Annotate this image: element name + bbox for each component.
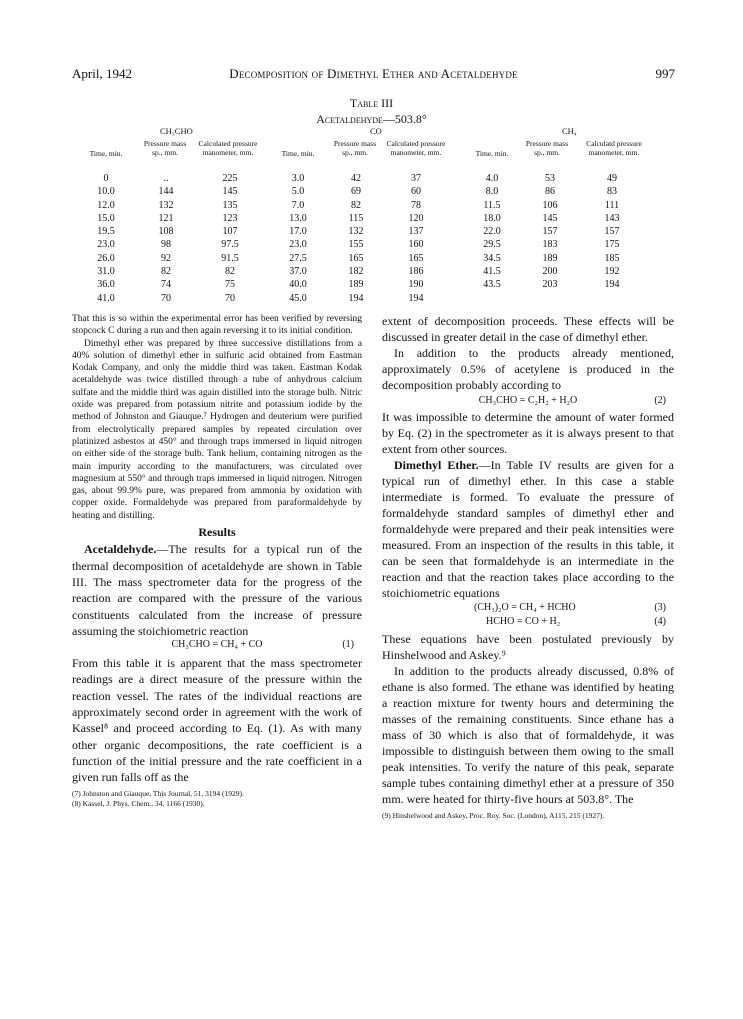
table-cell: 82 bbox=[225, 266, 235, 278]
group-label-co: CO bbox=[370, 126, 382, 136]
table-cell: 144 bbox=[158, 186, 174, 198]
table-cell: 37 bbox=[411, 173, 421, 184]
run-in-heading: Dimethyl Ether. bbox=[394, 458, 479, 472]
equation-number: (1) bbox=[342, 639, 354, 651]
paragraph: From this table it is apparent that the mass spectrometer readings are a direct measure of the pressure within the reaction vessel. The rates of the individual reactions are approximately second order in agreement with the work of Kassel⁸ and proceed according to Eq. (1). As with many other organic decompositions, the rate coefficient is a function of the initial pressure and the rate coefficient in a given run falls off as the bbox=[72, 656, 362, 785]
table-cell: 160 bbox=[408, 239, 424, 251]
table-cell: 186 bbox=[408, 266, 424, 278]
table-cell: 4.0 bbox=[485, 173, 499, 184]
table-cell: 183 bbox=[542, 239, 558, 251]
right-column bbox=[382, 313, 674, 821]
table-cell: 83 bbox=[607, 186, 617, 198]
table-cell: 74 bbox=[161, 279, 171, 291]
table-cell: 182 bbox=[348, 266, 364, 278]
table-cell: 145 bbox=[542, 212, 558, 224]
table-cell: 43.5 bbox=[483, 279, 501, 291]
table-cell: 106 bbox=[542, 199, 558, 211]
table-cell: 111 bbox=[604, 199, 620, 211]
header-date: April, 1942 bbox=[72, 66, 132, 81]
table-column bbox=[208, 172, 252, 305]
table-cell: 41.0 bbox=[97, 292, 115, 304]
equation-block bbox=[382, 601, 674, 631]
table-cell: 60 bbox=[411, 186, 421, 198]
table-cell: 7.0 bbox=[291, 199, 305, 211]
table-cell: 42 bbox=[351, 173, 361, 184]
equation-text: HCHO = CO + H₂ bbox=[486, 616, 561, 627]
equation-text: CH₃CHO = CH₄ + CO bbox=[171, 639, 263, 651]
table-cell: 165 bbox=[348, 252, 364, 264]
table-cell: 23.0 bbox=[289, 239, 307, 251]
table-cell: 189 bbox=[348, 279, 364, 291]
table-cell: 194 bbox=[408, 292, 424, 304]
group-label-ch3cho: CH₃CHO bbox=[160, 126, 193, 136]
table-cell: 70 bbox=[161, 292, 171, 304]
table-cell: 145 bbox=[222, 186, 238, 198]
paragraph: extent of decomposition proceeds. These effects will be discussed in greater detail in the case of dimethyl ether. bbox=[382, 314, 674, 344]
table-cell: 11.5 bbox=[483, 199, 501, 211]
col-header-calculated: Calculated pressure manometer, mm. bbox=[198, 139, 258, 157]
table-cell: 31.0 bbox=[97, 266, 115, 278]
col-header-time: Time, min. bbox=[89, 149, 123, 158]
header-title: Decomposition of Dimethyl Ether and Acetaldehyde bbox=[229, 66, 518, 81]
table-cell: 91.5 bbox=[221, 252, 239, 264]
table-cell: 115 bbox=[348, 212, 364, 224]
table-column bbox=[396, 172, 436, 305]
table-cell: 200 bbox=[542, 266, 558, 278]
table-cell: 82 bbox=[351, 199, 361, 211]
table-cell bbox=[592, 292, 632, 305]
paragraph: These equations have been postulated previously by Hinshelwood and Askey.⁹ bbox=[382, 632, 674, 662]
col-header-pressure: Pressure mass sp., mm. bbox=[525, 139, 569, 157]
table-cell: 92 bbox=[161, 252, 171, 264]
table-column bbox=[146, 172, 186, 305]
table-column bbox=[278, 172, 318, 305]
left-column bbox=[72, 313, 362, 809]
table-cell: 19.5 bbox=[97, 226, 115, 238]
table-column bbox=[592, 172, 632, 305]
footnote: (7) Johnston and Giauque, This Journal, 51, 3194 (1929). bbox=[72, 788, 244, 798]
table-cell: 108 bbox=[158, 226, 174, 238]
section-heading: Results bbox=[198, 525, 236, 540]
table-cell: 165 bbox=[408, 252, 424, 264]
table-cell bbox=[530, 292, 570, 305]
table-cell: 123 bbox=[222, 212, 238, 224]
table-cell: 132 bbox=[158, 199, 174, 211]
paragraph bbox=[382, 457, 674, 601]
table-cell: 15.0 bbox=[97, 212, 115, 224]
table-cell: 5.0 bbox=[291, 186, 305, 198]
group-label-ch4: CH₄ bbox=[562, 126, 577, 136]
table-cell: 17.0 bbox=[289, 226, 307, 238]
table-cell: 121 bbox=[158, 212, 174, 224]
table-cell: 53 bbox=[545, 173, 555, 184]
col-header-calculated: Calculatd pressure manometer, mm. bbox=[586, 139, 642, 157]
table-cell: 0 bbox=[103, 173, 109, 184]
table-cell: 36.0 bbox=[97, 279, 115, 291]
table-cell: 49 bbox=[607, 173, 617, 184]
table-cell: 97.5 bbox=[221, 239, 239, 251]
table-cell: 155 bbox=[348, 239, 364, 251]
paragraph: It was impossible to determine the amount of water formed by Eq. (2) in the spectrometer as it is always present to that extent from other sources. bbox=[382, 410, 674, 456]
col-header-time: Time, min. bbox=[475, 149, 509, 158]
table-title: Table III bbox=[349, 96, 394, 110]
table-column bbox=[86, 172, 126, 305]
footnote: (9) Hinshelwood and Askey, Proc. Roy. Soc. (London), A115, 215 (1927). bbox=[382, 811, 605, 820]
col-header-pressure: Pressure mass sp., mm. bbox=[143, 139, 187, 157]
table-cell: 78 bbox=[411, 199, 421, 211]
table-cell: 82 bbox=[161, 266, 171, 278]
table-column bbox=[336, 172, 376, 305]
table-cell: 45.0 bbox=[289, 292, 307, 304]
table-column bbox=[472, 172, 512, 305]
table-cell: 3.0 bbox=[291, 173, 305, 184]
page-number: 997 bbox=[655, 66, 675, 81]
col-header-pressure: Pressure mass sp., mm. bbox=[333, 139, 377, 157]
table-cell: 40.0 bbox=[289, 279, 307, 291]
table-cell: 29.5 bbox=[483, 239, 501, 251]
table-cell: 8.0 bbox=[485, 186, 499, 198]
table-cell: 75 bbox=[225, 279, 235, 291]
equation bbox=[382, 393, 674, 409]
paragraph bbox=[72, 541, 362, 639]
table-cell: 203 bbox=[542, 279, 558, 291]
table-cell: 26.0 bbox=[97, 252, 115, 264]
table-cell: 22.0 bbox=[483, 226, 501, 238]
table-cell: 34.5 bbox=[483, 252, 501, 264]
table-cell: 23.0 bbox=[97, 239, 115, 251]
table-cell: 27.5 bbox=[289, 252, 307, 264]
table-cell bbox=[472, 292, 512, 305]
table-cell: 18.0 bbox=[483, 212, 501, 224]
table-cell: 37.0 bbox=[289, 266, 307, 278]
table-cell: 157 bbox=[604, 226, 620, 238]
table-cell: 120 bbox=[408, 212, 424, 224]
table-cell: 69 bbox=[351, 186, 361, 198]
table-cell: 135 bbox=[222, 199, 238, 211]
col-header-time: Time, min. bbox=[281, 149, 315, 158]
equation-text: (CH₃)₂O = CH₄ + HCHO bbox=[474, 602, 576, 613]
table-cell: 190 bbox=[408, 279, 424, 291]
table-column bbox=[530, 172, 570, 305]
equation-number: (2) bbox=[654, 395, 666, 406]
equation-number: (3) bbox=[654, 602, 666, 613]
table-cell: 185 bbox=[604, 252, 620, 264]
table-cell: 143 bbox=[604, 212, 620, 224]
equation-text: CH₃CHO = C₂H₂ + H₂O bbox=[478, 395, 578, 406]
paragraph-text: —In Table IV results are given for a typical run of dimethyl ether. In this case a stable intermediate is formed. To evaluate the pressure of formaldehyde standard samples of dimethyl ether and formaldehyde were prepared and their peak intensities were measured. From an inspection of the results in this table, it can be seen that formaldehyde is an intermediate in the reaction and that the reaction takes place according to the stoichiometric equations bbox=[382, 458, 674, 600]
paragraph: That this is so within the experimental error has been verified by reversing stopcock C during a run and then again reversing it to its initial condition. bbox=[72, 314, 362, 337]
table-cell: 175 bbox=[604, 239, 620, 251]
equation-number: (4) bbox=[654, 616, 666, 627]
footnote: (8) Kassel, J. Phys. Chem., 34, 1166 (1930). bbox=[72, 798, 205, 808]
table-cell: 194 bbox=[604, 279, 620, 291]
table-cell: 225 bbox=[222, 173, 238, 184]
table-cell: 137 bbox=[408, 226, 424, 238]
paragraph: Dimethyl ether was prepared by three successive distillations from a 40% solution of dimethyl ether in sulfuric acid obtained from Eastman Kodak Company, and only the middle third was taken. Eastman Kodak acetaldehyde was twice distilled through a tube of anhydrous calcium sulfate and the middle third was again distilled into the storage bulb. Nitric oxide was prepared from potassium nitrite and potassium iodide by the method of Johnston and Giauque.⁷ Hydrogen and deuterium were purified from electrolytically prepared samples by repeated circulation over platinized asbestos at 450° and through traps immersed in liquid nitrogen on either side of the storage bulb. Tank helium, containing nitrogen as the main impurity according to the manufacturers, was circulated over magnesium at 550° and through traps immersed in liquid nitrogen. Nitrogen gas, about 99.9% pure, was prepared from ammonia by oxidation with copper oxide. Formaldehyde was prepared from paraformaldehyde by heating and distilling. bbox=[72, 338, 362, 521]
run-in-heading: Acetaldehyde. bbox=[84, 542, 157, 557]
table-cell: 132 bbox=[348, 226, 364, 238]
page-header bbox=[72, 66, 675, 82]
table-cell: 107 bbox=[222, 226, 238, 238]
table-cell: .. bbox=[163, 173, 169, 184]
table-cell: 192 bbox=[604, 266, 620, 278]
table-cell: 86 bbox=[545, 186, 555, 198]
table-cell: 98 bbox=[161, 239, 171, 251]
table-cell: 41.5 bbox=[483, 266, 501, 278]
table-cell: 10.0 bbox=[97, 186, 115, 198]
equation bbox=[72, 639, 362, 655]
table-subtitle: Acetaldehyde—503.8° bbox=[316, 112, 427, 126]
col-header-calculated: Calculated pressure manometer, mm. bbox=[386, 139, 446, 157]
paragraph-text: —The results for a typical run of the thermal decomposition of acetaldehyde are shown in Table III. The mass spectrometer data for the progress of the reaction are compared with the pressure of the various constituents calculated from the increase of pressure assuming the stoichiometric reaction bbox=[72, 542, 362, 638]
table-cell: 194 bbox=[348, 292, 364, 304]
paragraph: In addition to the products already discussed, 0.8% of ethane is also formed. The ethane was identified by heating a reaction mixture for twenty hours and determining the masses of the remaining constituents. Since ethane has a mass of 30 which is also that of formaldehyde, it was impossible to distinguish between them owing to the small peak intensities. To verify the nature of this peak, separate sample tubes containing dimethyl ether at a pressure of 350 mm. were heated for thirty-five hours at 503.8°. The bbox=[382, 664, 674, 806]
table-cell: 157 bbox=[542, 226, 558, 238]
table-cell: 70 bbox=[225, 292, 235, 304]
table-cell: 13.0 bbox=[289, 212, 307, 224]
paragraph: In addition to the products already mentioned, approximately 0.5% of acetylene is produced in the decomposition probably according to bbox=[382, 346, 674, 392]
table-cell: 12.0 bbox=[97, 199, 115, 211]
table-cell: 189 bbox=[542, 252, 558, 264]
